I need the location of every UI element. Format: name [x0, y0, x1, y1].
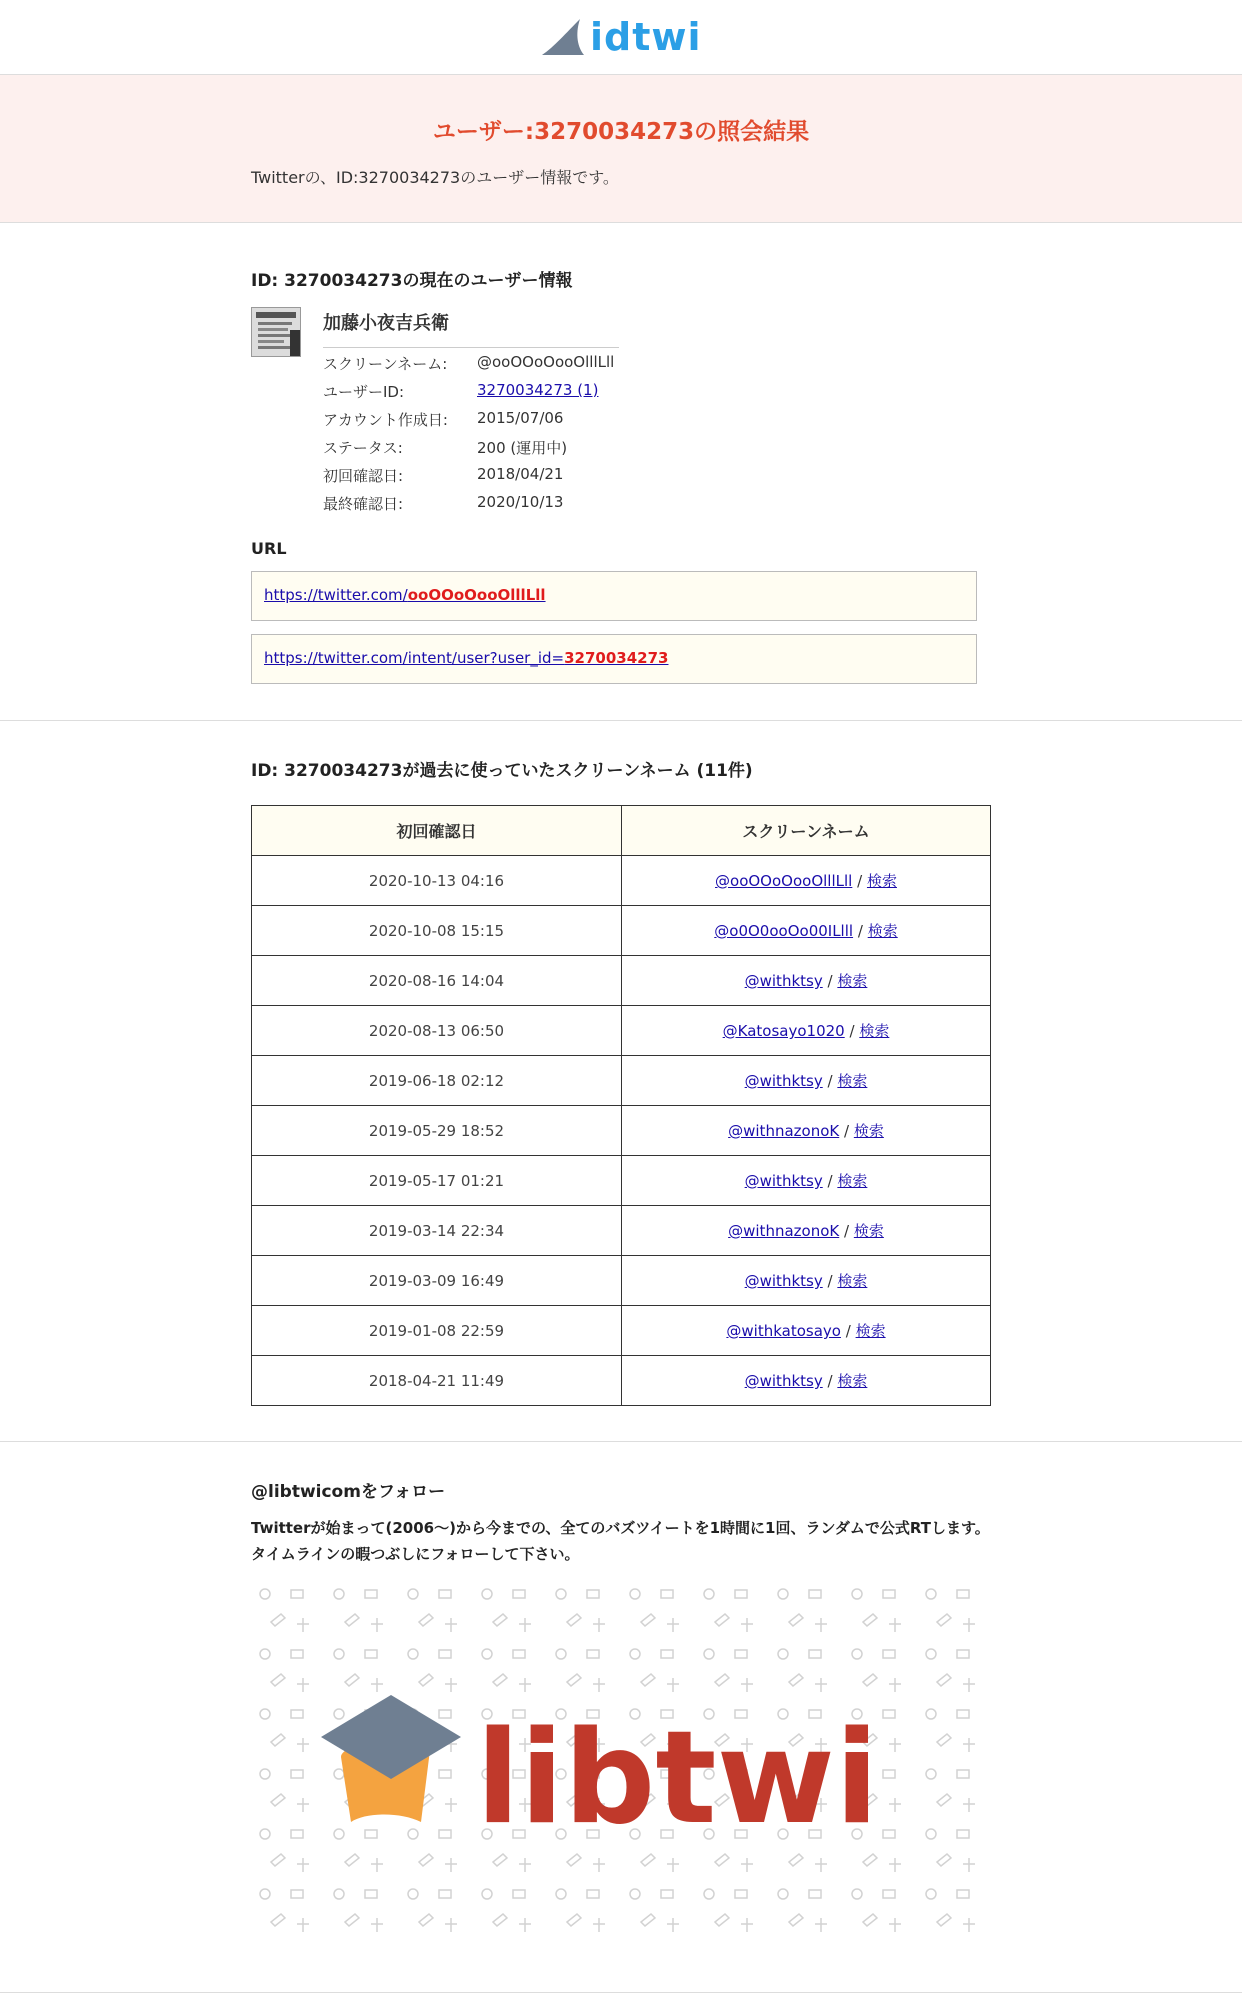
screen-name-link[interactable]: @withktsy: [744, 1072, 823, 1090]
page-description: Twitterの、ID:3270034273のユーザー情報です。: [251, 168, 619, 187]
link-separator: /: [857, 922, 863, 940]
search-link[interactable]: 検索: [837, 1372, 868, 1390]
past-names-body: [252, 856, 991, 1406]
first-seen-date: 2019-05-17 01:21: [252, 1156, 622, 1206]
link-separator: /: [827, 1372, 833, 1390]
screen-name-cell: [622, 1156, 991, 1206]
site-header: [0, 0, 1242, 75]
info-label: ステータス:: [323, 439, 403, 457]
screen-name-link[interactable]: @withktsy: [744, 972, 823, 990]
screen-name-cell: [622, 856, 991, 906]
screen-name-cell: [622, 1106, 991, 1156]
table-header-row: [252, 806, 991, 856]
screen-name-cell: [622, 1206, 991, 1256]
past-names-table: [251, 805, 991, 1406]
past-names-title: ID: 3270034273が過去に使っていたスクリーンネーム (11件): [251, 761, 753, 781]
column-header-date: 初回確認日: [252, 806, 622, 856]
search-link[interactable]: 検索: [837, 1172, 868, 1190]
screen-name-link[interactable]: @Katosayo1020: [722, 1022, 845, 1040]
table-row: [252, 1106, 991, 1156]
first-seen-date: 2020-08-16 14:04: [252, 956, 622, 1006]
intent-url-link[interactable]: [264, 649, 668, 667]
past-names-section: [0, 721, 1242, 1442]
result-banner: [0, 75, 1242, 223]
table-row: [252, 1256, 991, 1306]
screen-name-cell: [622, 1056, 991, 1106]
search-link[interactable]: 検索: [837, 1272, 868, 1290]
screen-name-link[interactable]: @withkatosayo: [726, 1322, 841, 1340]
table-row: [252, 1156, 991, 1206]
current-user-title: ID: 3270034273の現在のユーザー情報: [251, 271, 573, 291]
first-seen-date: 2020-10-08 15:15: [252, 906, 622, 956]
url-prefix: https://twitter.com/: [264, 586, 408, 604]
table-row: [252, 1056, 991, 1106]
url-prefix: https://twitter.com/intent/user?user_id=: [264, 649, 565, 667]
info-value: 200 (運用中): [477, 439, 568, 457]
first-seen-date: 2018-04-21 11:49: [252, 1356, 622, 1406]
info-label: ユーザーID:: [323, 383, 405, 401]
first-seen-date: 2019-03-14 22:34: [252, 1206, 622, 1256]
first-seen-date: 2020-08-13 06:50: [252, 1006, 622, 1056]
follow-title: @libtwicomをフォロー: [251, 1482, 446, 1502]
screen-name-cell: [622, 1306, 991, 1356]
link-separator: /: [827, 1172, 833, 1190]
profile-url-link[interactable]: [264, 586, 546, 604]
screen-name-cell: [622, 906, 991, 956]
url-highlight: 3270034273: [564, 649, 669, 667]
screen-name-cell: [622, 1256, 991, 1306]
avatar: [251, 307, 301, 357]
info-label: 最終確認日:: [323, 495, 404, 513]
banner-wordmark: libtwi: [476, 1704, 879, 1853]
table-row: [252, 906, 991, 956]
link-separator: /: [827, 1072, 833, 1090]
info-label: スクリーンネーム:: [323, 355, 448, 373]
link-separator: /: [845, 1322, 851, 1340]
page-title: ユーザー:3270034273の照会結果: [432, 119, 810, 145]
search-link[interactable]: 検索: [855, 1322, 886, 1340]
info-value: 2018/04/21: [477, 465, 564, 483]
info-label: 初回確認日:: [323, 467, 404, 485]
table-row: [252, 1006, 991, 1056]
screen-name-link[interactable]: @withnazonoK: [728, 1222, 840, 1240]
info-value: 2020/10/13: [477, 493, 564, 511]
search-link[interactable]: 検索: [866, 872, 897, 890]
search-link[interactable]: 検索: [853, 1222, 884, 1240]
user-id-link[interactable]: 3270034273 (1): [477, 381, 599, 399]
table-row: [252, 1356, 991, 1406]
current-user-section: [0, 223, 1242, 721]
libtwi-banner-graphic: [251, 1582, 991, 1944]
search-link[interactable]: 検索: [853, 1122, 884, 1140]
info-value: 2015/07/06: [477, 409, 564, 427]
screen-name-link[interactable]: @withktsy: [744, 1172, 823, 1190]
profile-url-box: [251, 571, 977, 621]
info-value: @ooOOoOooOlllLll: [477, 353, 615, 371]
table-row: [252, 856, 991, 906]
user-display-name: 加藤小夜吉兵衛: [323, 309, 619, 348]
logo-text: idtwi: [590, 15, 702, 59]
link-separator: /: [844, 1222, 850, 1240]
first-seen-date: 2019-05-29 18:52: [252, 1106, 622, 1156]
screen-name-link[interactable]: @withnazonoK: [728, 1122, 840, 1140]
link-separator: /: [844, 1122, 850, 1140]
follow-description: Twitterが始まって(2006〜)から今までの、全てのバズツイートを1時間に1回、ランダムで公式RTします。タイムラインの暇つぶしにフォローして下さい。: [251, 1519, 990, 1563]
link-separator: /: [857, 872, 863, 890]
info-label: アカウント作成日:: [323, 411, 448, 429]
url-label: URL: [251, 539, 287, 558]
screen-name-link[interactable]: @withktsy: [744, 1372, 823, 1390]
first-seen-date: 2019-06-18 02:12: [252, 1056, 622, 1106]
screen-name-link[interactable]: @o0O0ooOo00ILlll: [714, 922, 854, 940]
link-separator: /: [827, 972, 833, 990]
first-seen-date: 2019-01-08 22:59: [252, 1306, 622, 1356]
column-header-screen-name: スクリーンネーム: [622, 806, 991, 856]
search-link[interactable]: 検索: [837, 1072, 868, 1090]
first-seen-date: 2020-10-13 04:16: [252, 856, 622, 906]
site-logo[interactable]: [540, 14, 702, 60]
follow-section: [0, 1442, 1242, 1993]
libtwi-banner[interactable]: [251, 1582, 991, 1944]
table-row: [252, 1306, 991, 1356]
shark-fin-icon: [540, 17, 586, 57]
table-row: [252, 956, 991, 1006]
screen-name-link[interactable]: @ooOOoOooOlllLll: [715, 872, 853, 890]
screen-name-cell: [622, 956, 991, 1006]
table-row: [252, 1206, 991, 1256]
link-separator: /: [827, 1272, 833, 1290]
screen-name-cell: [622, 1356, 991, 1406]
intent-url-box: [251, 634, 977, 684]
first-seen-date: 2019-03-09 16:49: [252, 1256, 622, 1306]
search-link[interactable]: 検索: [867, 922, 898, 940]
screen-name-link[interactable]: @withktsy: [744, 1272, 823, 1290]
url-highlight: ooOOoOooOlllLll: [407, 586, 546, 604]
search-link[interactable]: 検索: [837, 972, 868, 990]
screen-name-cell: [622, 1006, 991, 1056]
link-separator: /: [849, 1022, 855, 1040]
search-link[interactable]: 検索: [859, 1022, 890, 1040]
